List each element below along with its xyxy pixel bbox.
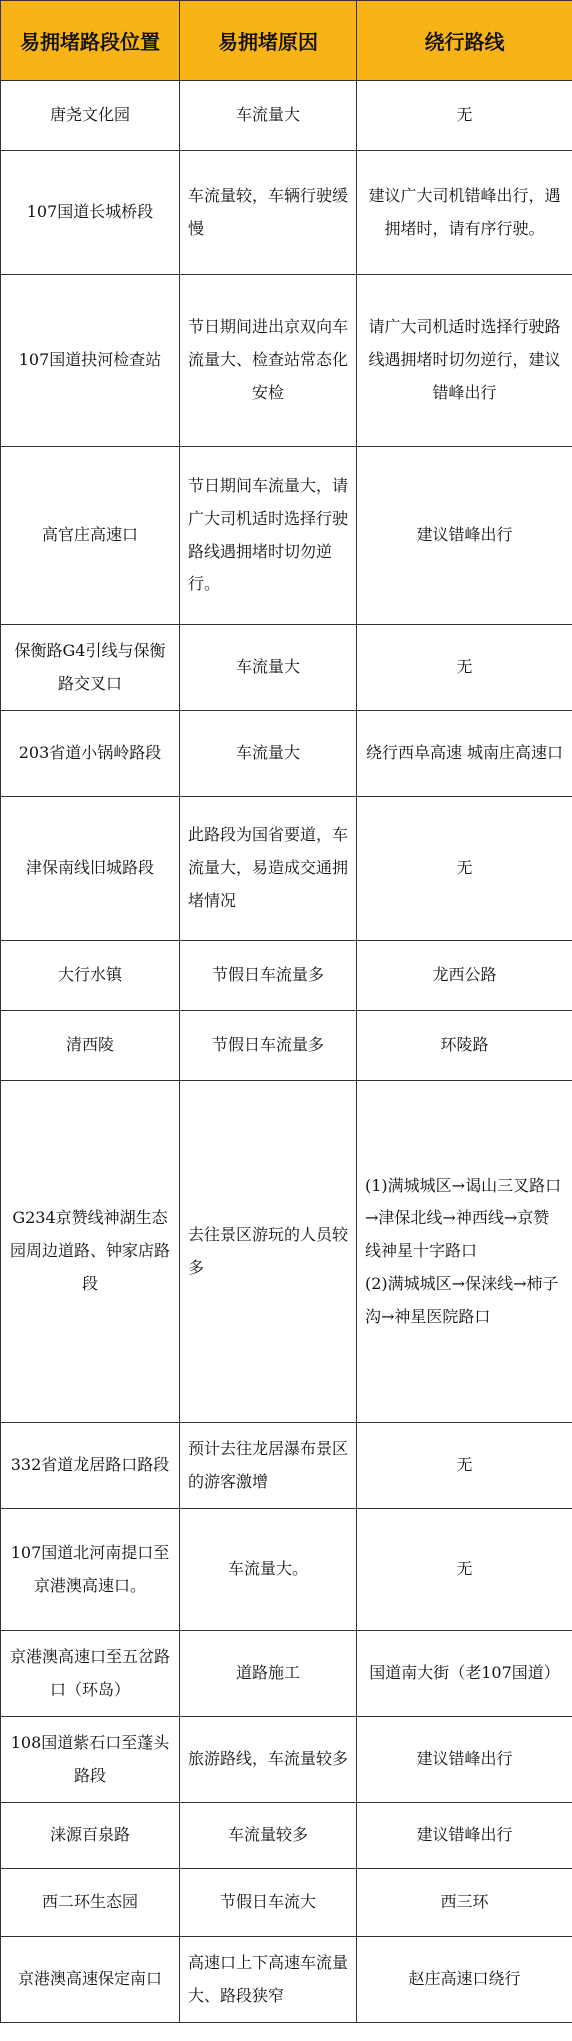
detour-cell: 无	[357, 1509, 572, 1631]
reason-cell: 旅游路线，车流量较多	[180, 1717, 357, 1803]
detour-cell: 绕行西阜高速 城南庄高速口	[357, 711, 572, 797]
table-row	[1, 941, 572, 1011]
table-row	[1, 1081, 572, 1423]
reason-cell: 车流量较多	[180, 1803, 357, 1869]
reason-cell: 节假日车流大	[180, 1869, 357, 1937]
detour-cell: 赵庄高速口绕行	[357, 1937, 572, 2023]
header-location: 易拥堵路段位置	[1, 1, 180, 81]
detour-cell: 建议错峰出行	[357, 447, 572, 625]
table-row	[1, 625, 572, 711]
location-cell: 京港澳高速口至五岔路口（环岛）	[1, 1631, 180, 1717]
location-cell: 唐尧文化园	[1, 81, 180, 151]
detour-cell: (1)满城城区→谒山三叉路口→津保北线→神西线→京赞线神星十字路口 (2)满城城区→保涞线→柿子沟→神星医院路口	[357, 1081, 572, 1423]
reason-cell: 车流量大。	[180, 1509, 357, 1631]
reason-cell: 此路段为国省要道，车流量大，易造成交通拥堵情况	[180, 797, 357, 941]
reason-cell: 车流量大	[180, 81, 357, 151]
table-row	[1, 797, 572, 941]
detour-cell: 建议错峰出行	[357, 1803, 572, 1869]
location-cell: 津保南线旧城路段	[1, 797, 180, 941]
reason-cell: 车流量大	[180, 625, 357, 711]
location-cell: 高官庄高速口	[1, 447, 180, 625]
detour-cell: 西三环	[357, 1869, 572, 1937]
reason-cell: 节假日车流量多	[180, 941, 357, 1011]
location-cell: 107国道抉河检查站	[1, 275, 180, 447]
detour-cell: 龙西公路	[357, 941, 572, 1011]
reason-cell: 去往景区游玩的人员较多	[180, 1081, 357, 1423]
detour-cell: 无	[357, 797, 572, 941]
header-reason: 易拥堵原因	[180, 1, 357, 81]
table-row	[1, 1631, 572, 1717]
reason-cell: 车流量大	[180, 711, 357, 797]
location-cell: 332省道龙居路口路段	[1, 1423, 180, 1509]
table-row	[1, 1803, 572, 1869]
detour-cell: 建议广大司机错峰出行，遇拥堵时，请有序行驶。	[357, 151, 572, 275]
table-row	[1, 1717, 572, 1803]
location-cell: 京港澳高速保定南口	[1, 1937, 180, 2023]
header-detour: 绕行路线	[357, 1, 572, 81]
reason-cell: 预计去往龙居瀑布景区的游客激增	[180, 1423, 357, 1509]
detour-cell: 环陵路	[357, 1011, 572, 1081]
table-row	[1, 447, 572, 625]
table-row	[1, 1509, 572, 1631]
detour-cell: 无	[357, 1423, 572, 1509]
location-cell: 西二环生态园	[1, 1869, 180, 1937]
location-cell: 大行水镇	[1, 941, 180, 1011]
reason-cell: 节日期间进出京双向车流量大、检查站常态化安检	[180, 275, 357, 447]
reason-cell: 高速口上下高速车流量大、路段狭窄	[180, 1937, 357, 2023]
reason-cell: 节假日车流量多	[180, 1011, 357, 1081]
location-cell: 203省道小锅岭路段	[1, 711, 180, 797]
location-cell: 108国道紫石口至蓬头路段	[1, 1717, 180, 1803]
location-cell: 涞源百泉路	[1, 1803, 180, 1869]
table-row	[1, 1869, 572, 1937]
detour-cell: 无	[357, 625, 572, 711]
table-row	[1, 1011, 572, 1081]
location-cell: 107国道北河南提口至京港澳高速口。	[1, 1509, 180, 1631]
location-cell: G234京赞线神湖生态园周边道路、钟家店路段	[1, 1081, 180, 1423]
location-cell: 保衡路G4引线与保衡路交叉口	[1, 625, 180, 711]
reason-cell: 车流量较，车辆行驶缓慢	[180, 151, 357, 275]
detour-cell: 国道南大街（老107国道）	[357, 1631, 572, 1717]
reason-cell: 节日期间车流量大，请广大司机适时选择行驶路线遇拥堵时切勿逆行。	[180, 447, 357, 625]
table-row	[1, 1423, 572, 1509]
table-row	[1, 275, 572, 447]
detour-cell: 无	[357, 81, 572, 151]
location-cell: 107国道长城桥段	[1, 151, 180, 275]
table-row	[1, 1937, 572, 2023]
header-row	[1, 1, 572, 81]
reason-cell: 道路施工	[180, 1631, 357, 1717]
table-row	[1, 711, 572, 797]
location-cell: 清西陵	[1, 1011, 180, 1081]
table-row	[1, 81, 572, 151]
table-row	[1, 151, 572, 275]
detour-cell: 建议错峰出行	[357, 1717, 572, 1803]
detour-cell: 请广大司机适时选择行驶路线遇拥堵时切勿逆行，建议错峰出行	[357, 275, 572, 447]
